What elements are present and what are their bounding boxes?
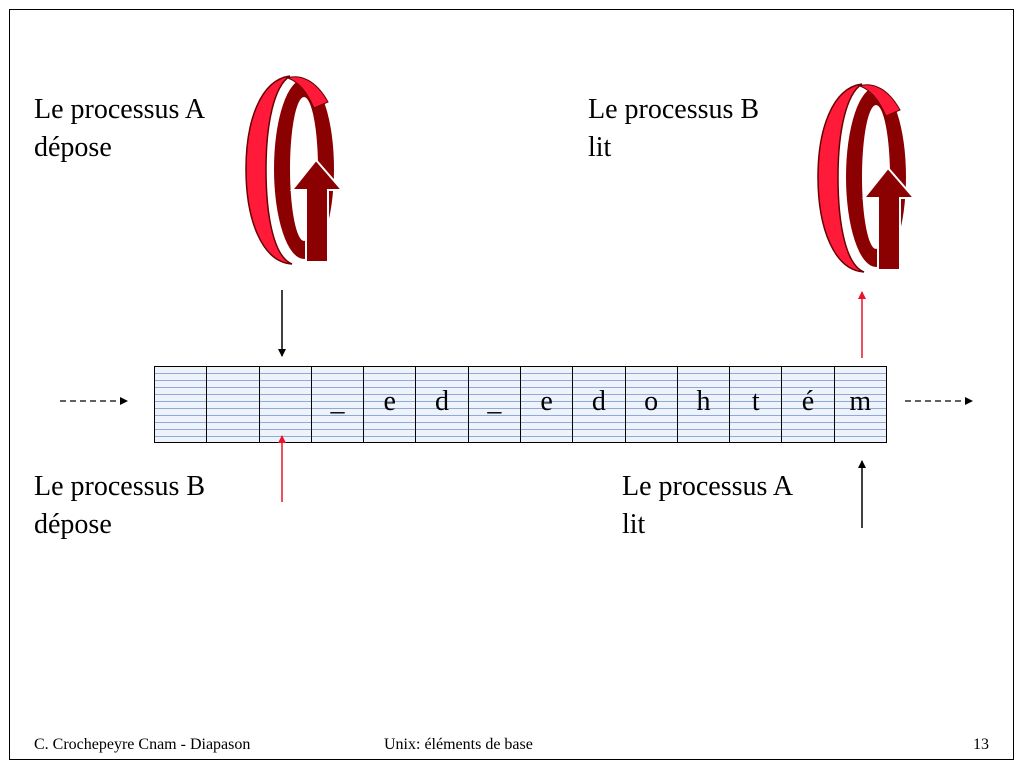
buffer-cell-char: é (801, 385, 815, 417)
footer-author: C. Crochepeyre Cnam - Diapason (34, 736, 251, 753)
label-line: Le processus B (588, 94, 760, 125)
label-line: Le processus B (34, 471, 206, 502)
label-line: lit (588, 132, 612, 163)
footer-title: Unix: éléments de base (384, 736, 533, 753)
label-line: dépose (34, 509, 112, 540)
buffer-cell-char: d (591, 385, 606, 417)
buffer-cell-char: d (435, 385, 450, 417)
buffer-cell-char: e (540, 385, 553, 417)
label-line: Le processus A (34, 94, 206, 125)
buffer-cell-char: o (644, 385, 659, 417)
buffer-cell-char: m (849, 385, 872, 417)
label-line: dépose (34, 132, 112, 163)
buffer-cell-char: _ (330, 385, 345, 417)
label-line: Le processus A (622, 471, 794, 502)
label-line: lit (622, 509, 646, 540)
buffer-cell-char: _ (487, 385, 502, 417)
buffer-cell-char: t (751, 385, 760, 417)
buffer-cell-char: h (696, 385, 711, 417)
cycle-arrow-icon (818, 84, 914, 272)
cycle-arrow-icon (246, 76, 342, 264)
page-number: 13 (973, 736, 989, 753)
buffer-cell-char: e (383, 385, 396, 417)
